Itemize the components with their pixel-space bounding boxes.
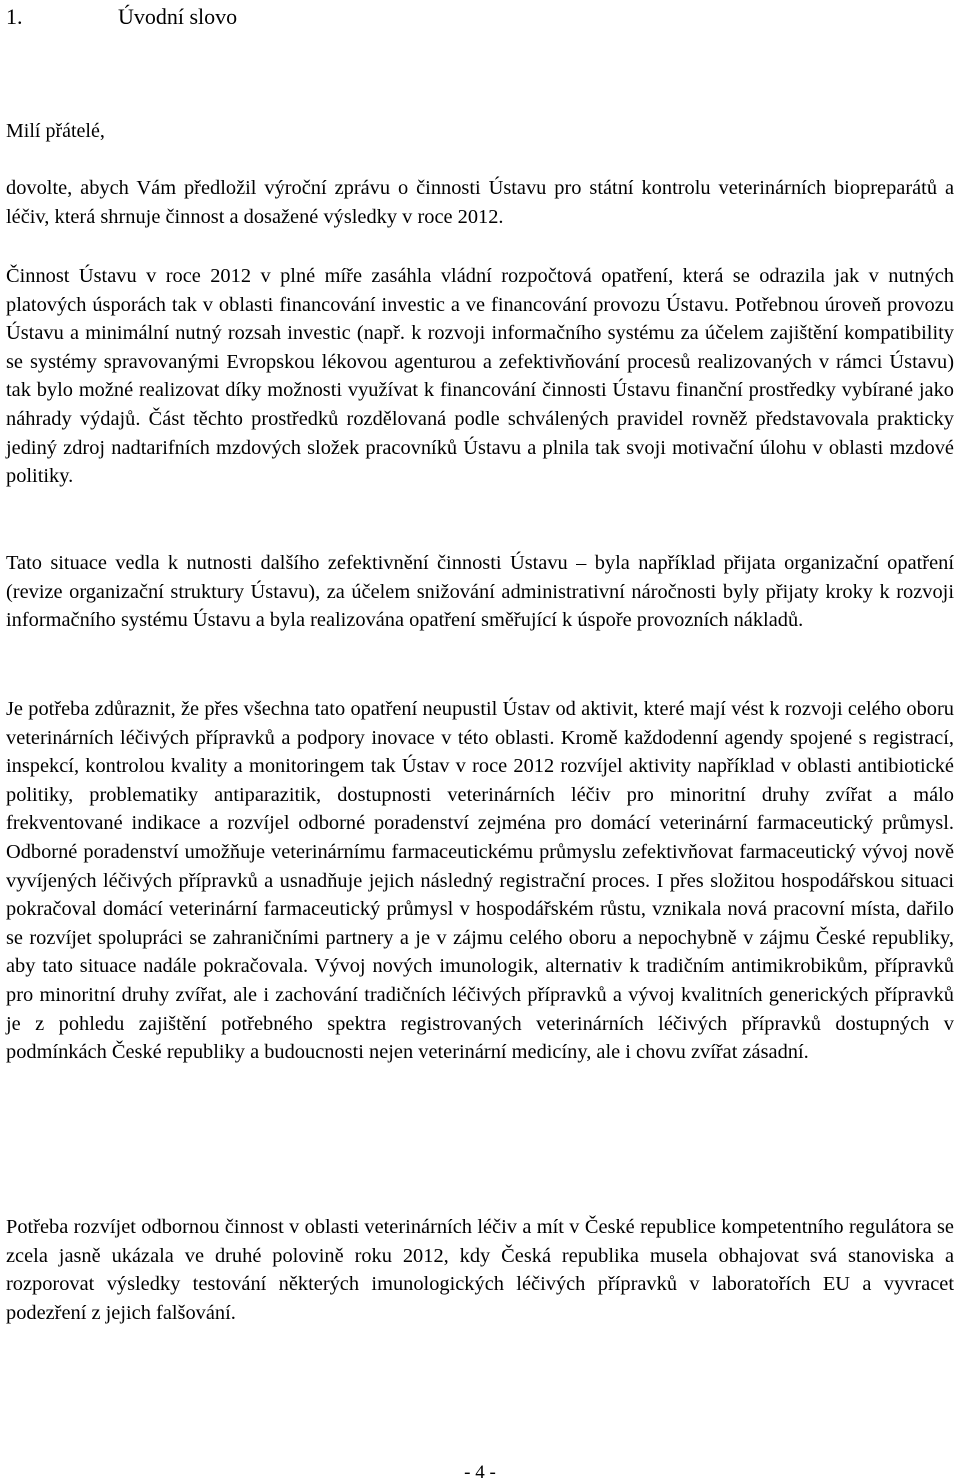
paragraph-budget: Činnost Ústavu v roce 2012 v plné míře zasáhla vládní rozpočtová opatření, která se odrazila jak v nutných platových úsporách tak v oblasti financování investic a ve financování provozu Ústavu. Potřebnou úroveň provozu Ústavu a minimální nutný rozsah investic (např. k rozvoji informačního systému za účelem zajištění kompatibility se systémy spravovanými Evropskou lékovou agenturou a zefektivňování procesů realizovaných v rámci Ústavu) tak bylo možné realizovat díky možnosti využívat k financování činnosti Ústavu finanční prostředky vybírané jako náhrady výdajů. Část těchto prostředků rozdělovaná podle schválených pravidel rovněž představovala prakticky jediný zdroj nadtarifních mzdových složek pracovníků Ústavu a plnila tak svoji motivační úlohu v oblasti mzdové politiky. (6, 265, 954, 488)
paragraph-efficiency: Tato situace vedla k nutnosti dalšího zefektivnění činnosti Ústavu – byla například přijata organizační opatření (revize organizační struktury Ústavu), za účelem snižování administrativní náročnosti byly přijaty kroky k rozvoji informačního systému Ústavu a byla realizována opatření směřující k úspoře provozních nákladů. (6, 552, 954, 632)
section-title: Úvodní slovo (118, 4, 238, 29)
section-heading (6, 2, 237, 32)
paragraph-intro: dovolte, abych Vám předložil výroční zprávu o činnosti Ústavu pro státní kontrolu veterinárních biopreparátů a léčiv, která shrnuje činnost a dosažené výsledky v roce 2012. (6, 177, 954, 228)
paragraph-activities: Je potřeba zdůraznit, že přes všechna tato opatření neupustil Ústav od aktivit, které mají vést k rozvoji celého oboru veterinárních léčivých přípravků a podpory inovace v této oblasti. Kromě každodenní agendy spojené s registrací, inspekcí, kontrolou kvality a monitoringem tak Ústav v roce 2012 rozvíjel aktivity například v oblasti antibiotické politiky, problematiky antiparazitik, dostupnosti veterinárních léčiv pro minoritní druhy zvířat a málo frekventované indikace a rozvíjel odborné poradenství zejména pro domácí veterinární farmaceutický průmysl. Odborné poradenství umožňuje veterinárnímu farmaceutickému průmyslu zefektivňovat farmaceutický vývoj nově vyvíjených léčivých přípravků a usnadňuje jejich následný registrační proces. I přes složitou hospodářskou situaci pokračoval domácí veterinární farmaceutický průmysl v hospodářském růstu, vznikala nová pracovní místa, dařilo se rozvíjet spolupráci se zahraničními partnery a je v zájmu celého oboru a nepochybně v zájmu České republiky, aby tato situace nadále pokračovala. Vývoj nových imunologik, alternativ k tradičním antimikrobikům, přípravků pro minoritní druhy zvířat, ale i zachování tradičních léčivých přípravků a vývoj kvalitních generických přípravků je z pohledu zajištění potřebného spektra registrovaných veterinárních léčivých přípravků dostupných v podmínkách České republiky a budoucnosti nejen veterinární medicíny, ale i chovu zvířat zásadní. (6, 698, 954, 1064)
page-number: - 4 - (464, 1462, 496, 1483)
section-number: 1. (6, 4, 23, 29)
paragraph-regulator: Potřeba rozvíjet odbornou činnost v oblasti veterinárních léčiv a mít v České republice kompetentního regulátora se zcela jasně ukázala ve druhé polovině roku 2012, kdy Česká republika musela obhajovat svá stanoviska a rozporovat výsledky testování některých imunologických léčivých přípravků v laboratořích EU a vyvracet podezření z jejich falšování. (6, 1216, 954, 1324)
salutation: Milí přátelé, (6, 120, 105, 142)
